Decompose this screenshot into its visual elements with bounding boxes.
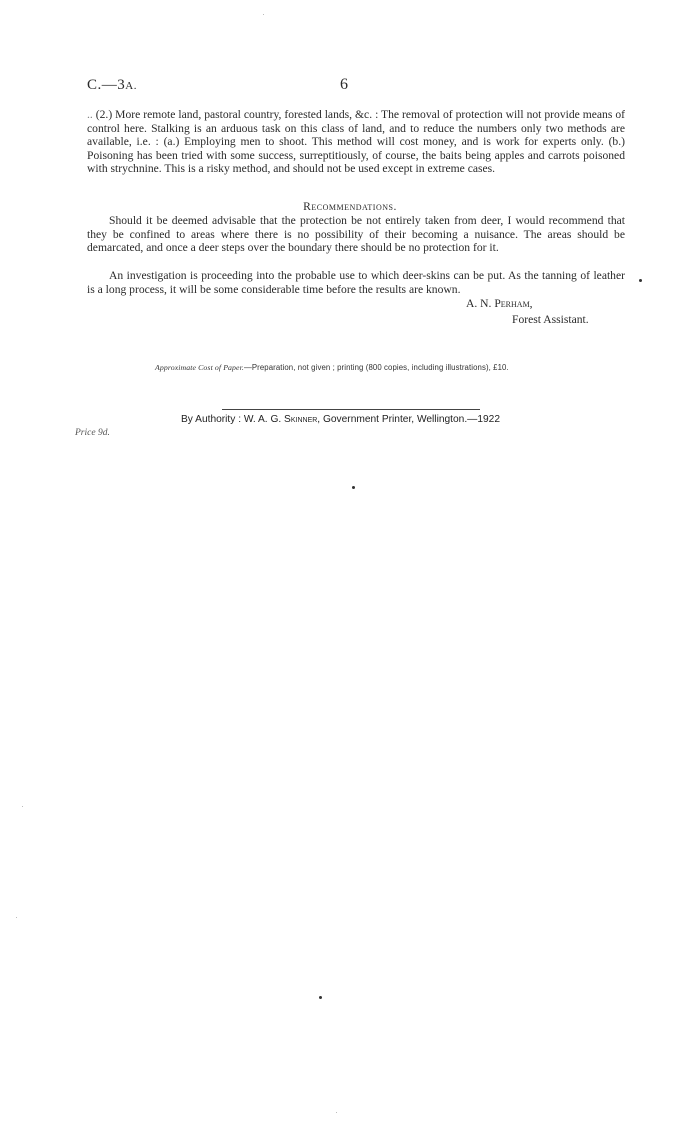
document-code [87,77,137,94]
document-code-suffix: A. [125,80,137,92]
paragraph-remote-land-text: (2.) More remote land, pastoral country, forested lands, &c. : The removal of protection will not provide means of control here. Stalking is an arduous task on this class of land, and to reduce the numbers only two methods are available, i.e. : (a.) Employing men to shoot. This method will cost money, and is work for experts only. (b.) Poisoning has been tried with some success, surreptitiously, of course, the baits being apples and carrots poisoned with strychnine. This is a risky method, and should not be used except in extreme cases. [87,108,625,176]
cost-of-paper-note [155,363,509,372]
margin-dot [639,279,642,282]
signature-surname: Perham, [494,297,533,310]
scan-speck [263,14,264,15]
scan-speck [336,1112,337,1113]
price-label: Price 9d. [75,428,110,438]
authority-prefix: By Authority : W. A. G. [181,414,285,425]
scan-dot [352,486,355,489]
scan-dot [319,996,322,999]
document-code-prefix: C.—3 [87,77,126,93]
paragraph-deer-skins: An investigation is proceeding into the probable use to which deer-skins can be put. As the tanning of leather is a long process, it will be some considerable time before the results are known. [87,269,625,296]
paragraph-remote-land [87,108,625,176]
scan-speck [22,806,23,807]
page-number: 6 [340,76,348,93]
footer-divider [222,409,480,410]
paragraph-recommendation: Should it be deemed advisable that the protection be not entirely taken from deer, I would recommend that they be confined to areas where there is no possibility of their becoming a nuisance. The areas should be demarcated, and once a deer steps over the boundary there should be no protection for it. [87,214,625,255]
authority-suffix: , Government Printer, Wellington.—1922 [317,414,501,425]
paragraph-lead-mark: .. [87,108,93,121]
recommendations-heading: Recommendations. [303,200,397,213]
printer-authority [181,414,500,425]
scan-speck [16,917,17,918]
printer-name: Skinner [284,414,318,425]
cost-text: —Preparation, not given ; printing (800 copies, including illustrations), £10. [243,363,509,372]
cost-label: Approximate Cost of Paper. [155,363,244,372]
signature-name [466,297,533,310]
signature-initials: A. N. [466,297,495,310]
signature-title: Forest Assistant. [512,313,589,326]
